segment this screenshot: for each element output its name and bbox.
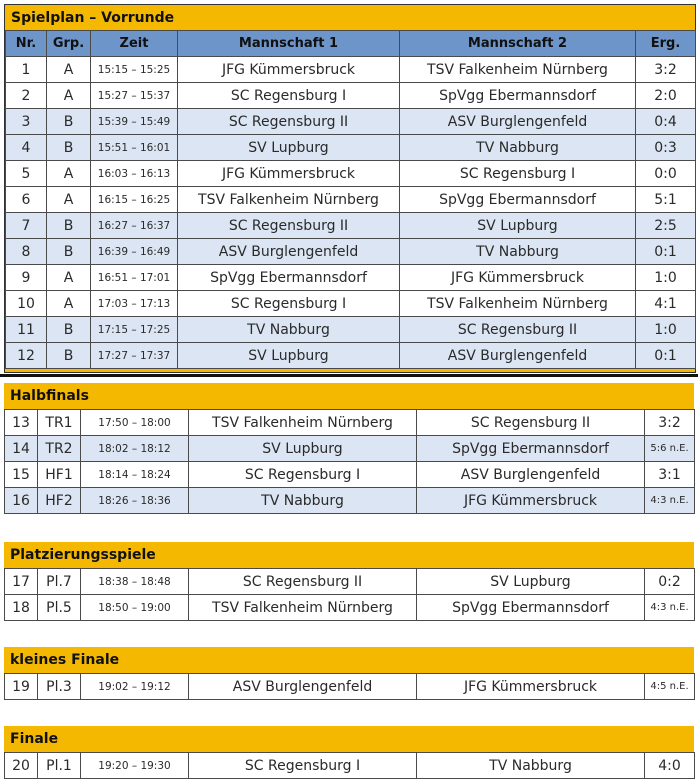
match-group: A [47, 161, 91, 187]
match-time: 19:20 – 19:30 [81, 753, 189, 779]
match-time: 15:51 – 16:01 [91, 135, 178, 161]
match-result: 1:0 [636, 317, 696, 343]
finale-table [4, 752, 695, 779]
match-time: 18:50 – 19:00 [81, 595, 189, 621]
match-time: 17:15 – 17:25 [91, 317, 178, 343]
match-row [5, 753, 695, 779]
halbfinals-table [4, 409, 695, 514]
team-2: SpVgg Ebermannsdorf [417, 436, 645, 462]
match-number: 15 [5, 462, 38, 488]
match-number: 11 [6, 317, 47, 343]
team-2: SpVgg Ebermannsdorf [400, 83, 636, 109]
team-1: SC Regensburg I [178, 291, 400, 317]
match-number: 14 [5, 436, 38, 462]
team-1: SC Regensburg II [189, 569, 417, 595]
kleines-finale-title: kleines Finale [4, 647, 694, 673]
team-2: JFG Kümmersbruck [400, 265, 636, 291]
match-time: 16:15 – 16:25 [91, 187, 178, 213]
match-number: 13 [5, 410, 38, 436]
match-result: 2:5 [636, 213, 696, 239]
match-group: A [47, 83, 91, 109]
match-result: 3:1 [645, 462, 695, 488]
vorrunde-section [4, 4, 696, 373]
team-1: SC Regensburg II [178, 109, 400, 135]
match-group: B [47, 109, 91, 135]
match-group: B [47, 343, 91, 369]
match-number: 2 [6, 83, 47, 109]
team-2: SV Lupburg [417, 569, 645, 595]
halbfinals-section [4, 383, 694, 514]
header-mannschaft-2: Mannschaft 2 [400, 31, 636, 57]
team-2: SpVgg Ebermannsdorf [400, 187, 636, 213]
match-time: 17:03 – 17:13 [91, 291, 178, 317]
match-group: Pl.7 [38, 569, 81, 595]
match-row [6, 239, 696, 265]
match-time: 16:51 – 17:01 [91, 265, 178, 291]
match-number: 9 [6, 265, 47, 291]
match-result: 0:1 [636, 239, 696, 265]
team-1: SV Lupburg [178, 343, 400, 369]
team-2: TSV Falkenheim Nürnberg [400, 57, 636, 83]
team-2: ASV Burglengenfeld [400, 343, 636, 369]
match-group: A [47, 57, 91, 83]
match-row [6, 213, 696, 239]
match-time: 18:02 – 18:12 [81, 436, 189, 462]
match-group: Pl.5 [38, 595, 81, 621]
match-time: 18:14 – 18:24 [81, 462, 189, 488]
match-number: 5 [6, 161, 47, 187]
match-row [6, 83, 696, 109]
match-row [6, 109, 696, 135]
team-1: SC Regensburg I [189, 462, 417, 488]
match-time: 15:15 – 15:25 [91, 57, 178, 83]
match-number: 4 [6, 135, 47, 161]
team-1: ASV Burglengenfeld [178, 239, 400, 265]
match-number: 8 [6, 239, 47, 265]
match-group: B [47, 239, 91, 265]
match-time: 16:03 – 16:13 [91, 161, 178, 187]
team-1: SpVgg Ebermannsdorf [178, 265, 400, 291]
match-row [5, 436, 695, 462]
match-time: 19:02 – 19:12 [81, 674, 189, 700]
match-group: A [47, 291, 91, 317]
team-1: SC Regensburg I [178, 83, 400, 109]
match-time: 15:39 – 15:49 [91, 109, 178, 135]
match-time: 17:27 – 17:37 [91, 343, 178, 369]
match-group: B [47, 135, 91, 161]
match-row [6, 265, 696, 291]
match-row [6, 317, 696, 343]
match-group: B [47, 317, 91, 343]
match-result: 0:3 [636, 135, 696, 161]
team-1: TSV Falkenheim Nürnberg [178, 187, 400, 213]
team-2: SC Regensburg II [417, 410, 645, 436]
finale-title: Finale [4, 726, 694, 752]
header-zeit: Zeit [91, 31, 178, 57]
match-result: 3:2 [645, 410, 695, 436]
match-time: 18:38 – 18:48 [81, 569, 189, 595]
team-1: SC Regensburg II [178, 213, 400, 239]
match-group: TR1 [38, 410, 81, 436]
team-2: SC Regensburg II [400, 317, 636, 343]
match-number: 7 [6, 213, 47, 239]
team-2: SV Lupburg [400, 213, 636, 239]
header-erg: Erg. [636, 31, 696, 57]
header-nr: Nr. [6, 31, 47, 57]
team-2: ASV Burglengenfeld [417, 462, 645, 488]
vorrunde-table [5, 30, 696, 369]
match-row [6, 57, 696, 83]
match-row [6, 291, 696, 317]
team-1: TV Nabburg [178, 317, 400, 343]
match-result: 0:4 [636, 109, 696, 135]
vorrunde-title: Spielplan – Vorrunde [5, 5, 695, 30]
kleines-finale-section [4, 647, 694, 700]
team-2: JFG Kümmersbruck [417, 488, 645, 514]
match-number: 10 [6, 291, 47, 317]
halbfinals-title: Halbfinals [4, 383, 694, 409]
match-group: A [47, 265, 91, 291]
match-time: 17:50 – 18:00 [81, 410, 189, 436]
team-2: SpVgg Ebermannsdorf [417, 595, 645, 621]
finale-section [4, 726, 694, 779]
match-time: 15:27 – 15:37 [91, 83, 178, 109]
team-1: SV Lupburg [178, 135, 400, 161]
match-number: 20 [5, 753, 38, 779]
match-number: 3 [6, 109, 47, 135]
team-1: TV Nabburg [189, 488, 417, 514]
match-row [6, 161, 696, 187]
match-group: TR2 [38, 436, 81, 462]
match-row [6, 343, 696, 369]
team-1: SV Lupburg [189, 436, 417, 462]
match-result: 5:6 n.E. [645, 436, 695, 462]
match-number: 16 [5, 488, 38, 514]
match-result: 0:0 [636, 161, 696, 187]
match-number: 6 [6, 187, 47, 213]
match-result: 4:0 [645, 753, 695, 779]
platzierung-section [4, 542, 694, 621]
match-number: 17 [5, 569, 38, 595]
match-result: 5:1 [636, 187, 696, 213]
team-2: TV Nabburg [417, 753, 645, 779]
platzierung-table [4, 568, 695, 621]
match-result: 0:2 [645, 569, 695, 595]
match-row [6, 135, 696, 161]
team-2: JFG Kümmersbruck [417, 674, 645, 700]
match-result: 3:2 [636, 57, 696, 83]
match-group: HF2 [38, 488, 81, 514]
match-time: 16:39 – 16:49 [91, 239, 178, 265]
team-2: SC Regensburg I [400, 161, 636, 187]
match-number: 1 [6, 57, 47, 83]
match-time: 16:27 – 16:37 [91, 213, 178, 239]
match-result: 2:0 [636, 83, 696, 109]
match-group: B [47, 213, 91, 239]
match-number: 12 [6, 343, 47, 369]
match-result: 4:5 n.E. [645, 674, 695, 700]
team-1: TSV Falkenheim Nürnberg [189, 595, 417, 621]
match-row [5, 410, 695, 436]
match-group: HF1 [38, 462, 81, 488]
team-2: TSV Falkenheim Nürnberg [400, 291, 636, 317]
match-result: 4:1 [636, 291, 696, 317]
match-row [5, 674, 695, 700]
match-result: 4:3 n.E. [645, 488, 695, 514]
match-time: 18:26 – 18:36 [81, 488, 189, 514]
header-grp: Grp. [47, 31, 91, 57]
kleines-finale-table [4, 673, 695, 700]
match-result: 4:3 n.E. [645, 595, 695, 621]
platzierung-title: Platzierungsspiele [4, 542, 694, 568]
team-2: TV Nabburg [400, 135, 636, 161]
match-number: 19 [5, 674, 38, 700]
header-mannschaft-1: Mannschaft 1 [178, 31, 400, 57]
match-number: 18 [5, 595, 38, 621]
team-1: ASV Burglengenfeld [189, 674, 417, 700]
match-group: Pl.3 [38, 674, 81, 700]
team-2: ASV Burglengenfeld [400, 109, 636, 135]
vorrunde-header-row [6, 31, 696, 57]
match-row [6, 187, 696, 213]
match-row [5, 569, 695, 595]
match-row [5, 488, 695, 514]
match-result: 1:0 [636, 265, 696, 291]
team-1: JFG Kümmersbruck [178, 161, 400, 187]
match-group: Pl.1 [38, 753, 81, 779]
team-1: TSV Falkenheim Nürnberg [189, 410, 417, 436]
section-divider [0, 374, 698, 377]
match-row [5, 595, 695, 621]
match-group: A [47, 187, 91, 213]
team-2: TV Nabburg [400, 239, 636, 265]
match-row [5, 462, 695, 488]
match-result: 0:1 [636, 343, 696, 369]
team-1: SC Regensburg I [189, 753, 417, 779]
team-1: JFG Kümmersbruck [178, 57, 400, 83]
